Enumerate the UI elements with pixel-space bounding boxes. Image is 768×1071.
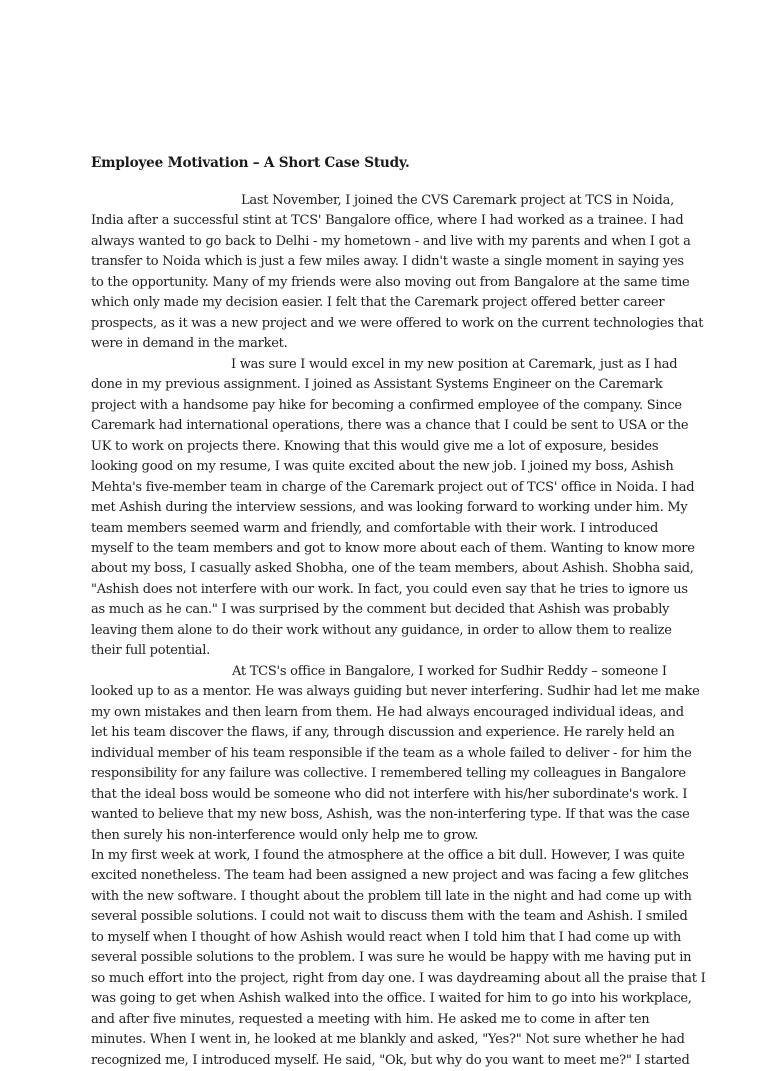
body-line: excited nonetheless. The team had been assigned a new project and was facing a few glitches: [91, 868, 689, 884]
document-title: Employee Motivation – A Short Case Study.: [91, 155, 410, 171]
body-line: UK to work on projects there. Knowing that this would give me a lot of exposure, besides: [91, 438, 659, 454]
body-line: which only made my decision easier. I felt that the Caremark project offered better career: [91, 295, 665, 311]
body-line: minutes. When I went in, he looked at me blankly and asked, "Yes?" Not sure whether he had: [91, 1032, 685, 1048]
body-line: so much effort into the project, right from day one. I was daydreaming about all the praise that I: [91, 970, 706, 986]
body-line: India after a successful stint at TCS' Bangalore office, where I had worked as a trainee. I had: [91, 213, 684, 229]
body-line: Last November, I joined the CVS Caremark project at TCS in Noida,: [241, 193, 675, 208]
body-line: met Ashish during the interview sessions, and was looking forward to working under him. My: [91, 500, 688, 516]
body-line: always wanted to go back to Delhi - my hometown - and live with my parents and when I got a: [91, 233, 691, 249]
body-line: At TCS's office in Bangalore, I worked for Sudhir Reddy – someone I: [232, 663, 667, 679]
body-line: was going to get when Ashish walked into the office. I waited for him to go into his workplace,: [91, 991, 692, 1007]
body-line: In my first week at work, I found the atmosphere at the office a bit dull. However, I was quite: [91, 848, 685, 863]
body-line: responsibility for any failure was collective. I remembered telling my colleagues in Bangalore: [91, 766, 686, 782]
body-line: several possible solutions. I could not wait to discuss them with the team and Ashish. I smiled: [91, 909, 688, 925]
body-line: their full potential.: [91, 643, 211, 659]
body-line: let his team discover the flaws, if any, through discussion and experience. He rarely held an: [91, 725, 675, 741]
body-line: then surely his non-interference would only help me to grow.: [91, 827, 479, 843]
body-line: about my boss, I casually asked Shobha, one of the team members, about Ashish. Shobha said,: [91, 561, 694, 577]
body-line: wanted to believe that my new boss, Ashish, was the non-interfering type. If that was the case: [91, 807, 690, 823]
body-line: project with a handsome pay hike for becoming a confirmed employee of the company. Since: [91, 397, 682, 413]
body-line: Mehta's five-member team in charge of the Caremark project out of TCS' office in Noida. I had: [91, 479, 695, 495]
body-line: and after five minutes, requested a meeting with him. He asked me to come in after ten: [91, 1011, 650, 1027]
document-body: [91, 191, 706, 1071]
body-line: that the ideal boss would be someone who did not interfere with his/her subordinate's work. I: [91, 786, 688, 802]
body-line: done in my previous assignment. I joined as Assistant Systems Engineer on the Caremark: [91, 377, 663, 393]
body-line: as much as he can." I was surprised by the comment but decided that Ashish was probably: [91, 602, 670, 618]
body-line: Caremark had international operations, there was a chance that I could be sent to USA or the: [91, 418, 689, 434]
body-line: "Ashish does not interfere with our work. In fact, you could even say that he tries to ignore us: [91, 581, 688, 597]
body-line: I was sure I would excel in my new position at Caremark, just as I had: [231, 356, 678, 372]
body-line: team members seemed warm and friendly, and comfortable with their work. I introduced: [91, 520, 659, 536]
body-line: recognized me, I introduced myself. He said, "Ok, but why do you want to meet me?" I started: [91, 1052, 690, 1068]
body-line: to myself when I thought of how Ashish would react when I told him that I had come up with: [91, 929, 681, 945]
body-line: several possible solutions to the problem. I was sure he would be happy with me having put in: [91, 950, 692, 966]
body-line: were in demand in the market.: [91, 336, 288, 352]
body-line: transfer to Noida which is just a few miles away. I didn't waste a single moment in saying yes: [91, 254, 684, 270]
body-line: prospects, as it was a new project and we were offered to work on the current technologies that: [91, 315, 704, 331]
body-line: with the new software. I thought about the problem till late in the night and had come up with: [91, 888, 692, 904]
body-line: leaving them alone to do their work without any guidance, in order to allow them to realize: [91, 622, 672, 638]
body-line: looked up to as a mentor. He was always guiding but never interfering. Sudhir had let me make: [91, 684, 700, 700]
body-line: individual member of his team responsible if the team as a whole failed to deliver - for him the: [91, 745, 692, 761]
body-line: my own mistakes and then learn from them. He had always encouraged individual ideas, and: [91, 704, 684, 720]
body-line: myself to the team members and got to know more about each of them. Wanting to know more: [91, 540, 695, 556]
body-line: to the opportunity. Many of my friends were also moving out from Bangalore at the same time: [91, 274, 690, 290]
body-line: looking good on my resume, I was quite excited about the new job. I joined my boss, Ashish: [91, 459, 674, 475]
